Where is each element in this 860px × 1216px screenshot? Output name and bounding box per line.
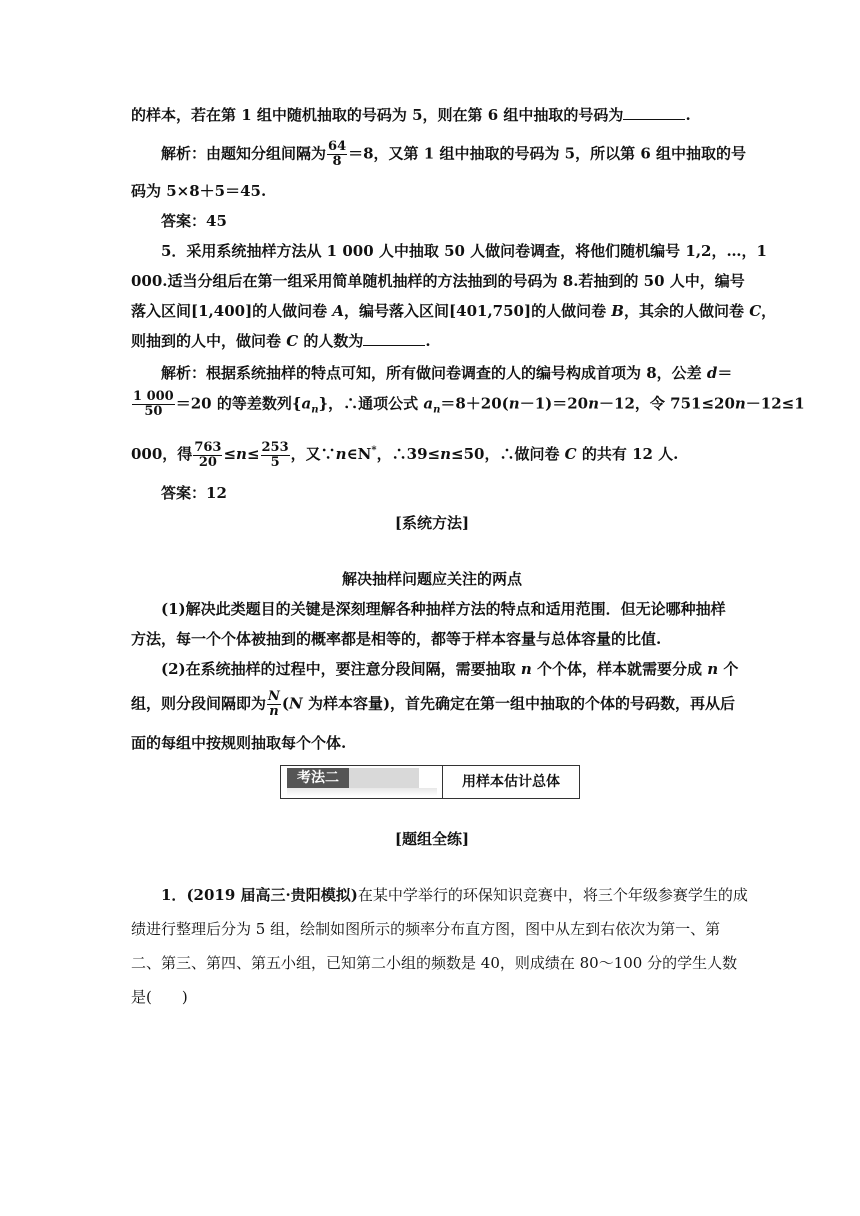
method-title: 解决抽样问题应关注的两点 — [341, 570, 522, 588]
section-heading-method: [系统方法] — [394, 514, 470, 532]
analysis-text: 000，得 — [131, 445, 193, 463]
analysis-label: 解析： — [161, 364, 207, 382]
fraction-1000-50 — [132, 390, 175, 419]
answer-value: 45 — [206, 212, 227, 230]
analysis-text: －1)＝20 — [519, 394, 589, 413]
analysis-text: }，∴通项公式 — [318, 394, 424, 413]
fraction-numerator: 763 — [194, 439, 222, 455]
analysis-text: ＝ — [717, 364, 733, 382]
method-text: (2)在系统抽样的过程中，要注意分段间隔，需要抽取 — [161, 660, 521, 678]
section-heading-practice: [题组全练] — [394, 830, 470, 848]
q4-analysis-line-2 — [131, 180, 733, 202]
analysis-text: ≤ — [246, 445, 260, 463]
var-n: n — [588, 394, 600, 413]
q5-line-1 — [161, 240, 767, 262]
answer-label: 答案： — [161, 212, 207, 230]
analysis-text: ＝8，又第 1 组中抽取的号码为 5，所以第 6 组中抽取的号 — [348, 144, 746, 163]
question-text: 在某中学举行的环保知识竞赛中，将三个年级参赛学生的成 — [357, 886, 748, 904]
var-n: n — [508, 394, 520, 413]
kaofa-tag-cell — [280, 765, 443, 799]
q5-text: 落入区间[1,400]的人做问卷 — [131, 302, 333, 320]
var-C: C — [749, 302, 762, 320]
q5-line-2 — [131, 270, 745, 292]
q4-stem-line — [131, 104, 733, 126]
method-text: 为样本容量)，首先确定在第一组中抽取的个体的号码数，再从后 — [302, 694, 736, 713]
q4-answer — [161, 210, 733, 232]
kaofa-decoration-bar — [349, 768, 419, 788]
method-text: 组，则分段间隔即为 — [131, 694, 267, 713]
method-p2-line-3: 面的每组中按规则抽取每个个体. — [131, 734, 347, 752]
fraction-denominator: n — [269, 704, 279, 719]
answer-value: 12 — [206, 484, 227, 502]
analysis-text: ，∴39≤ — [376, 445, 441, 463]
period: . — [685, 106, 691, 124]
method-p2-line-2 — [131, 689, 736, 719]
subscript-n: n — [433, 404, 441, 416]
method-text: 个 — [718, 660, 739, 678]
q5-line-3 — [131, 300, 777, 322]
analysis-text: ＝20 的等差数列{ — [175, 394, 302, 413]
fraction-denominator: 20 — [198, 454, 217, 470]
var-a: a — [301, 394, 312, 413]
var-C: C — [564, 445, 577, 463]
method-text: ( — [281, 694, 290, 713]
fraction-denominator: 5 — [270, 454, 280, 470]
answer-blank — [623, 105, 685, 120]
analysis-text: ＝8＋20( — [440, 394, 509, 413]
analysis-text: －12，令 751≤20 — [599, 394, 735, 413]
fraction-64-8 — [327, 140, 347, 169]
var-n: n — [440, 445, 451, 463]
fraction-numerator: N — [268, 689, 280, 704]
method-p1-line-2: 方法，每一个个体被抽到的概率都是相等的，都等于样本容量与总体容量的比值. — [131, 630, 662, 648]
q5-text: ，其余的人做问卷 — [623, 302, 750, 320]
kaofa-title: 用样本估计总体 — [443, 765, 580, 799]
analysis-text: 由题知分组间隔为 — [206, 144, 327, 163]
var-n: n — [734, 394, 746, 413]
q5-analysis-line-2 — [131, 389, 805, 422]
fraction-numerator: 1 000 — [133, 389, 174, 404]
fraction-denominator: 8 — [332, 154, 342, 169]
fraction-denominator: 50 — [144, 404, 163, 419]
var-n: n — [707, 660, 719, 678]
q5-answer — [161, 482, 733, 504]
method-p1-line-1: (1)解决此类题目的关键是深刻理解各种抽样方法的特点和适用范围．但无论哪种抽样 — [161, 600, 726, 618]
q5-text: ，编号落入区间[401,750]的人做问卷 — [344, 302, 612, 320]
var-n: n — [520, 660, 532, 678]
var-B: B — [611, 302, 624, 320]
q5-line-4 — [131, 330, 733, 352]
analysis-text: ∈N — [346, 445, 372, 463]
fraction-253-5 — [261, 441, 290, 470]
method-text: 个个体，样本就需要分成 — [531, 660, 708, 678]
fraction-numerator: 253 — [261, 439, 289, 455]
analysis-text: 根据系统抽样的特点可知，所有做问卷调查的人的编号构成首项为 8，公差 — [206, 364, 707, 382]
answer-blank — [363, 331, 425, 346]
period: . — [425, 332, 431, 350]
var-A: A — [332, 302, 345, 320]
fraction-numerator: 64 — [328, 139, 347, 154]
analysis-text: －12≤1 — [745, 394, 805, 413]
subscript-n: n — [311, 404, 319, 416]
practice-q1-line-4: 是( ) — [131, 988, 188, 1006]
practice-q1-line-1 — [161, 884, 748, 906]
var-N: N — [289, 694, 303, 713]
analysis-text: 码为 5×8＋5＝45. — [131, 182, 267, 200]
q5-text: 则抽到的人中，做问卷 — [131, 332, 287, 350]
fraction-N-n — [267, 690, 281, 719]
q5-analysis-line-3 — [131, 440, 733, 470]
q5-text: ， — [761, 302, 777, 320]
kaofa-decoration-shade — [287, 788, 437, 796]
var-n: n — [335, 445, 347, 463]
var-d: d — [706, 364, 718, 382]
q5-analysis-line-1 — [161, 362, 733, 384]
q5-text: 的人数为 — [298, 332, 364, 350]
analysis-text: ≤50，∴做问卷 — [451, 445, 565, 463]
kaofa-tag: 考法二 — [287, 768, 349, 788]
question-source: (2019 届高三·贵阳模拟) — [186, 886, 358, 904]
kaofa-banner — [280, 765, 580, 799]
q5-text: 5．采用系统抽样方法从 1 000 人中抽取 50 人做问卷调查，将他们随机编号 1,2，…，1 — [161, 242, 767, 260]
q4-analysis-line-1 — [161, 139, 746, 169]
analysis-label: 解析： — [161, 144, 207, 163]
q4-stem-text: 的样本，若在第 1 组中随机抽取的号码为 5，则在第 6 组中抽取的号码为 — [131, 106, 624, 124]
analysis-text: 的共有 12 人. — [576, 445, 679, 463]
q5-text: 000.适当分组后在第一组采用简单随机抽样的方法抽到的号码为 8.若抽到的 50 人中，编号 — [131, 272, 745, 290]
superscript-star: * — [371, 445, 377, 456]
practice-q1-line-3: 二、第三、第四、第五小组，已知第二小组的频数是 40，则成绩在 80～100 分的学生人数 — [131, 954, 738, 972]
fraction-763-20 — [193, 441, 222, 470]
var-a: a — [423, 394, 434, 413]
practice-q1-line-2: 绩进行整理后分为 5 组，绘制如图所示的频率分布直方图，图中从左到右依次为第一、第 — [131, 920, 721, 938]
analysis-text: ，又∵ — [290, 445, 336, 463]
var-n: n — [236, 445, 247, 463]
analysis-text: ≤ — [223, 445, 237, 463]
var-C: C — [286, 332, 299, 350]
question-number: 1． — [161, 886, 187, 904]
method-p2-line-1 — [161, 658, 739, 680]
answer-label: 答案： — [161, 484, 207, 502]
